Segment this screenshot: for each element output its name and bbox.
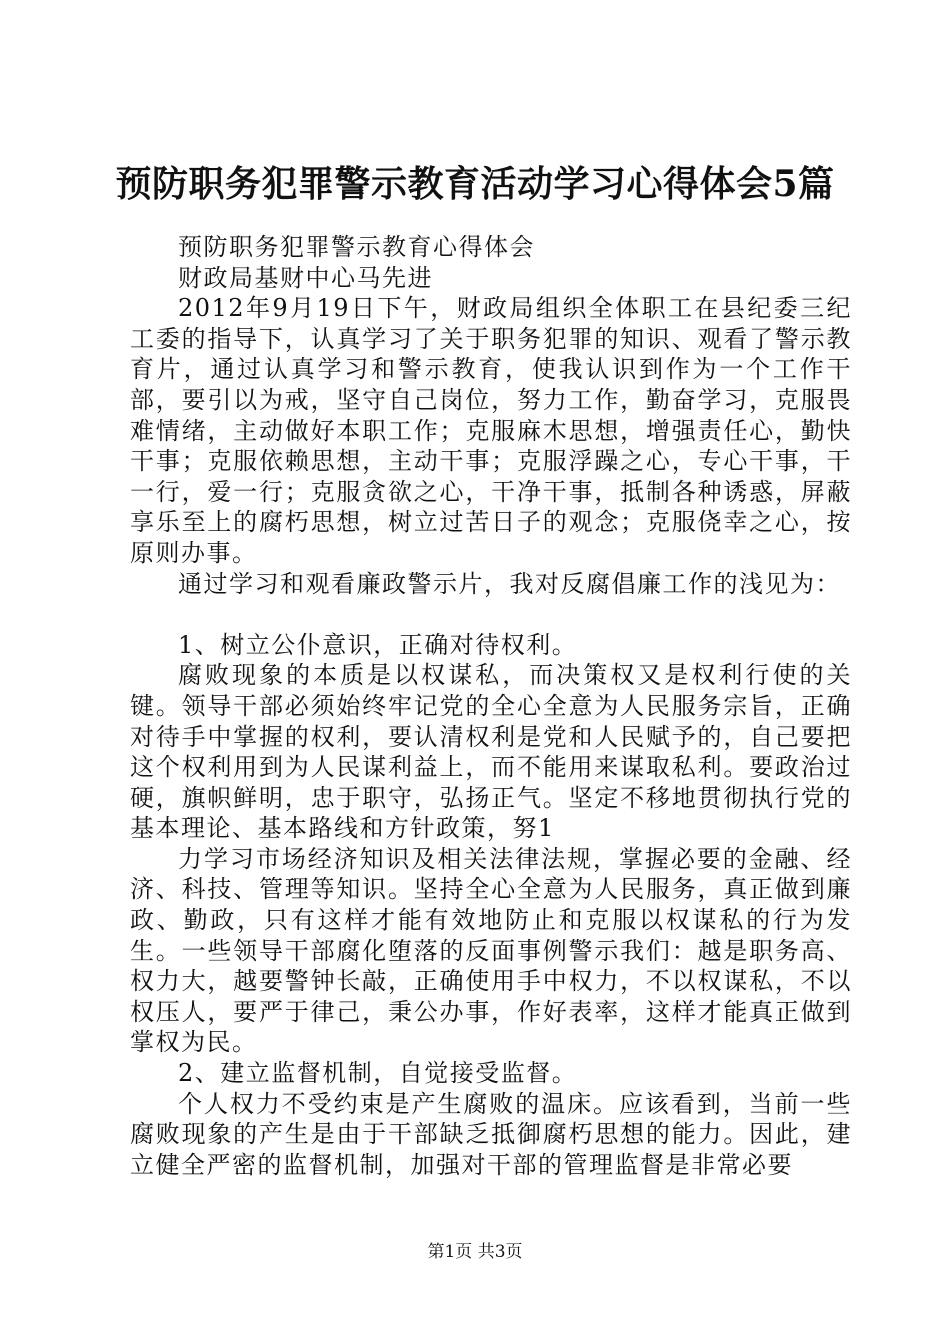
page-indicator: 第1页 共3页: [427, 1242, 523, 1262]
paragraph: 力学习市场经济知识及相关法律法规，掌握必要的金融、经济、科技、管理等知识。坚持全心全意为人民服务，真正做到廉政、勤政，只有这样才能有效地防止和克服以权谋私的行为发生。一些领导干部腐化堕落的反面事例警示我们：越是职务高、权力大，越要警钟长敲，正确使用手中权力，不以权谋私，不以权压人，要严于律己，秉公办事，作好表率，这样才能真正做到掌权为民。: [130, 844, 852, 1057]
document-body: [130, 232, 852, 1180]
paragraph: 腐败现象的本质是以权谋私，而决策权又是权利行使的关键。领导干部必须始终牢记党的全心全意为人民服务宗旨，正确对待手中掌握的权利，要认清权利是党和人民赋予的，自己要把这个权利用到为人民谋利益上，而不能用来谋取私利。要政治过硬，旗帜鲜明，忠于职守，弘扬正气。坚定不移地贯彻执行党的基本理论、基本路线和方针政策，努1: [130, 661, 852, 843]
subtitle: 预防职务犯罪警示教育心得体会: [178, 233, 535, 261]
paragraph: 通过学习和观看廉政警示片，我对反腐倡廉工作的浅见为：: [178, 569, 841, 598]
section-heading: 2、建立监督机制，自觉接受监督。: [178, 1059, 578, 1088]
author-line: 财政局基财中心马先进: [178, 263, 433, 292]
blank-line: [130, 599, 852, 630]
paragraph: 个人权力不受约束是产生腐败的温床。应该看到，当前一些腐败现象的产生是由于干部缺乏抵御腐朽思想的能力。因此，建立健全严密的监督机制，加强对干部的管理监督是非常必要: [130, 1089, 852, 1179]
section-heading: 1、树立公仆意识，正确对待权利。: [178, 630, 578, 659]
document-title: 预防职务犯罪警示教育活动学习心得体会5篇: [115, 163, 835, 205]
paragraph: 2012年9月19日下午，财政局组织全体职工在县纪委三纪工委的指导下，认真学习了关于职务犯罪的知识、观看了警示教育片，通过认真学习和警示教育，使我认识到作为一个工作干部，要引以为戒，坚守自己岗位，努力工作，勤奋学习，克服畏难情绪，主动做好本职工作；克服麻木思想，增强责任心，勤快干事；克服依赖思想，主动干事；克服浮躁之心，专心干事，干一行，爱一行；克服贪欲之心，干净干事，抵制各种诱惑，屏蔽享乐至上的腐朽思想，树立过苦日子的观念；克服侥幸之心，按原则办事。: [130, 294, 852, 567]
